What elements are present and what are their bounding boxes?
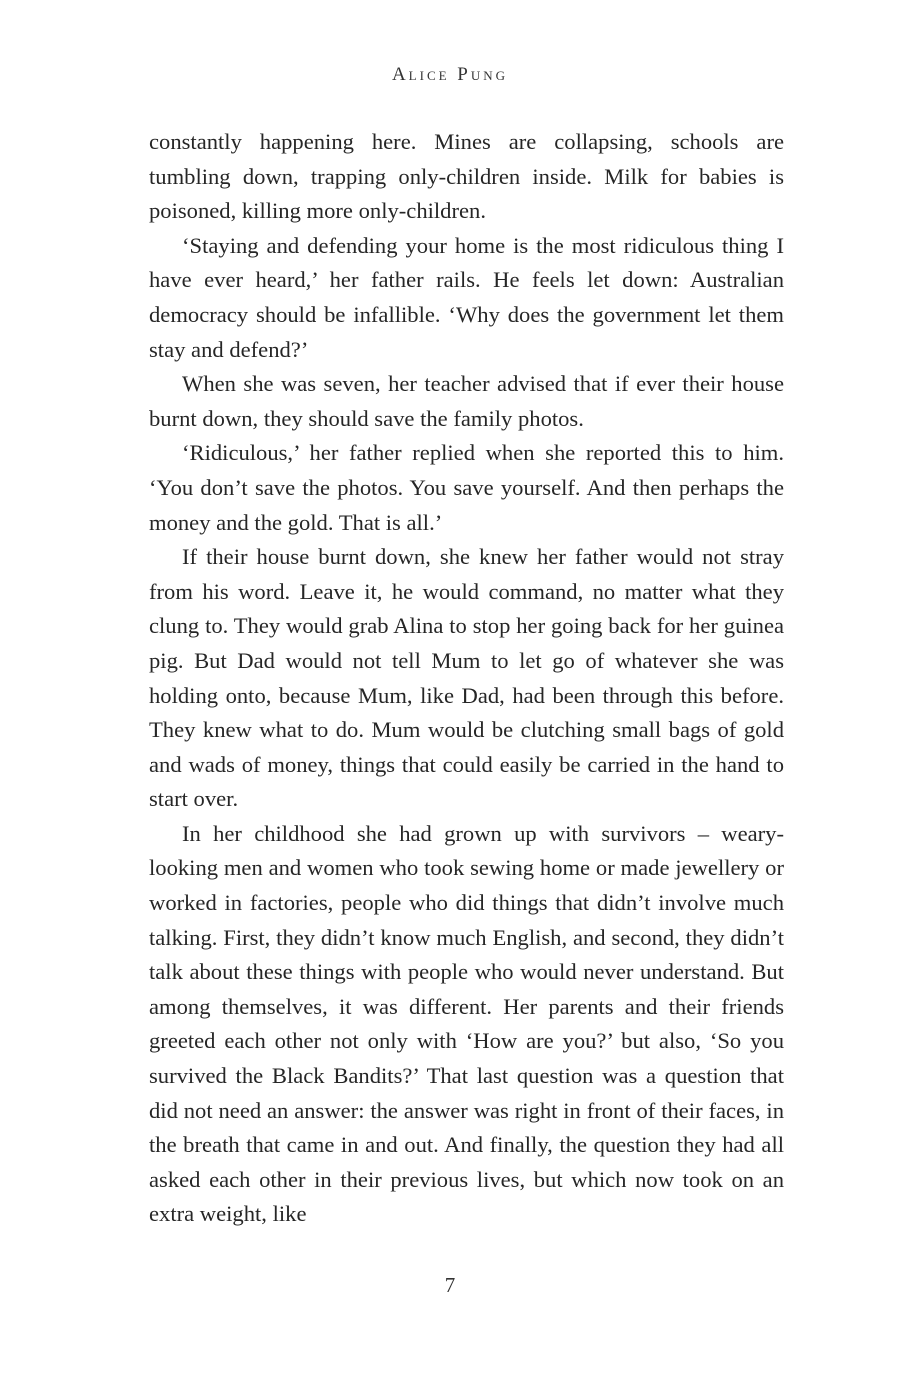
paragraph-3: When she was seven, her teacher advised that if ever their house burnt down, they should save the family photos. xyxy=(149,371,784,431)
paragraph-5: If their house burnt down, she knew her father would not stray from his word. Leave it, he would command, no matter what they clung to. They would grab Alina to stop her going back for her guinea pig. But Dad would not tell Mum to let go of whatever she was holding onto, because Mum, like Dad, had been through this before. They knew what to do. Mum would be clutching small bags of gold and wads of money, things that could easily be carried in the hand to start over. xyxy=(149,544,784,812)
paragraph-1: constantly happening here. Mines are collapsing, schools are tumbling down, trapping only-children inside. Milk for babies is poisoned, killing more only-children. xyxy=(149,129,784,224)
paragraph-2: ‘Staying and defending your home is the most ridiculous thing I have ever heard,’ her father rails. He feels let down: Australian democracy should be infallible. ‘Why does the government let them stay and defend?’ xyxy=(149,232,784,362)
page-number: 7 xyxy=(444,1273,456,1297)
body-text xyxy=(149,125,784,1232)
paragraph-4: ‘Ridiculous,’ her father replied when she reported this to him. ‘You don’t save the photos. You save yourself. And then perhaps the money and the gold. That is all.’ xyxy=(149,440,784,535)
paragraph-6: In her childhood she had grown up with survivors – weary-looking men and women who took sewing home or made jewellery or worked in factories, people who did things that didn’t involve much talking. First, they didn’t know much English, and second, they didn’t talk about these things with people who would never understand. But among themselves, it was different. Her parents and their friends greeted each other not only with ‘How are you?’ but also, ‘So you survived the Black Bandits?’ That last question was a question that did not need an answer: the answer was right in front of their faces, in the breath that came in and out. And finally, the question they had all asked each other in their previous lives, but which now took on an extra weight, like xyxy=(149,820,784,1227)
running-head: Alice Pung xyxy=(391,64,509,85)
